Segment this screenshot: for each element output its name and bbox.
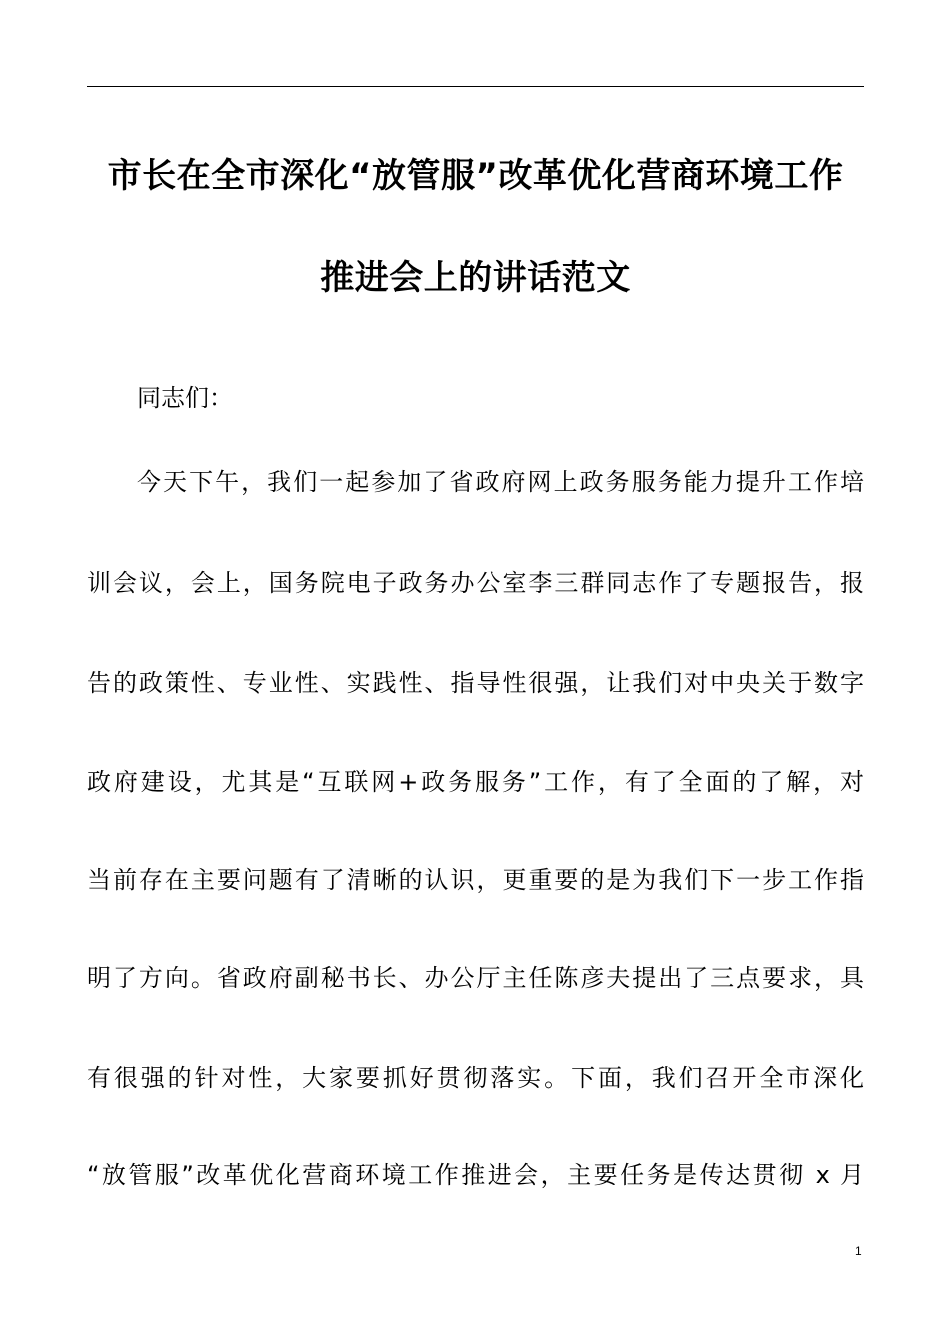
page-number: 1 bbox=[855, 1244, 862, 1258]
document-title-line-2: 推进会上的讲话范文 bbox=[320, 258, 631, 298]
body-line: “放管服”改革优化营商环境工作推进会，主要任务是传达贯彻 x 月 bbox=[87, 1161, 864, 1189]
header-rule bbox=[87, 86, 864, 87]
salutation: 同志们： bbox=[137, 384, 233, 412]
body-line: 有很强的针对性，大家要抓好贯彻落实。下面，我们召开全市深化 bbox=[87, 1064, 864, 1092]
body-line: 训会议，会上，国务院电子政务办公室李三群同志作了专题报告，报 bbox=[87, 569, 864, 597]
body-line: 明了方向。省政府副秘书长、办公厅主任陈彦夫提出了三点要求，具 bbox=[87, 964, 864, 992]
document-title-line-1: 市长在全市深化“放管服”改革优化营商环境工作 bbox=[107, 156, 844, 196]
body-line: 当前存在主要问题有了清晰的认识，更重要的是为我们下一步工作指 bbox=[87, 866, 864, 894]
body-line: 今天下午，我们一起参加了省政府网上政务服务能力提升工作培 bbox=[137, 468, 864, 496]
body-line: 告的政策性、专业性、实践性、指导性很强，让我们对中央关于数字 bbox=[87, 669, 864, 697]
body-line: 政府建设，尤其是“互联网+政务服务”工作，有了全面的了解，对 bbox=[87, 768, 864, 796]
